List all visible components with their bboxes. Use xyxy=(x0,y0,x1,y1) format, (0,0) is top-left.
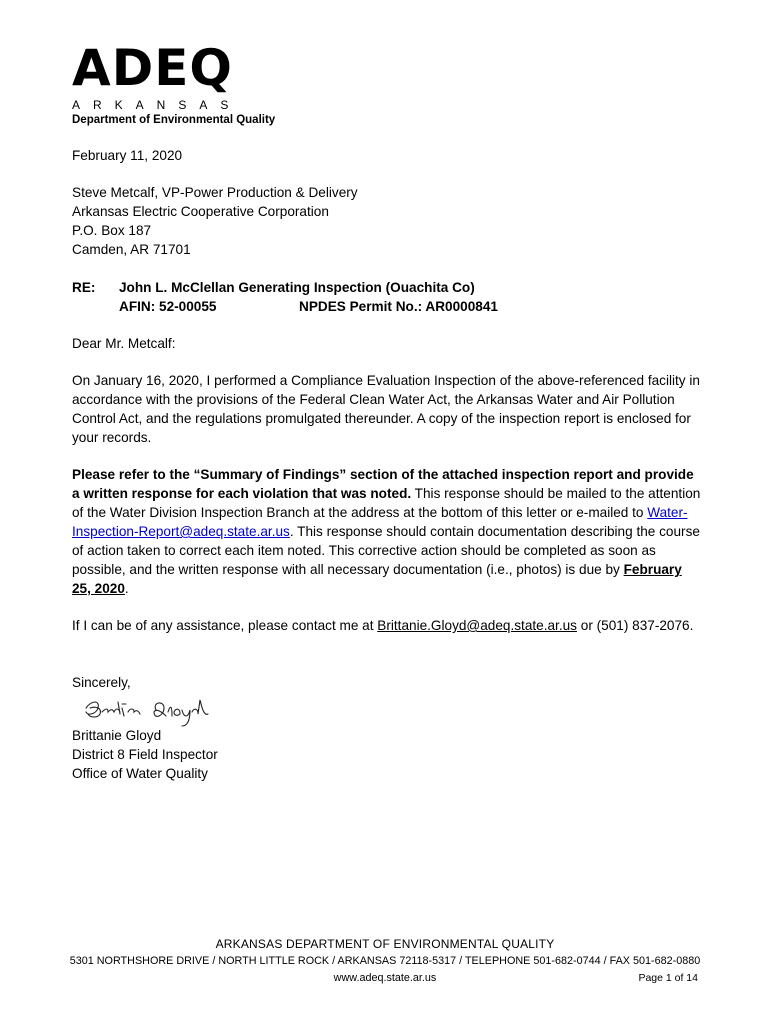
paragraph-text: . This response should contain documentation describing the course of action taken to correct each item noted. This corrective action should be completed as soon as possible, and the written response with all necessary documentation (i.e., photos) is due by xyxy=(72,524,700,577)
paragraph-inspection: On January 16, 2020, I performed a Compliance Evaluation Inspection of the above-referenced facility in accordance with the provisions of the Federal Clean Water Act, the Arkansas Water and Air Pollution Control Act, and the regulations promulgated thereunder. A copy of the inspection report is enclosed for your records. xyxy=(72,373,700,445)
logo-state: ARKANSAS xyxy=(72,98,242,112)
inspector-email-link[interactable]: Brittanie.Gloyd@adeq.state.ar.us xyxy=(377,618,577,633)
signer-title: District 8 Field Inspector xyxy=(72,747,218,762)
recipient-address xyxy=(72,183,702,259)
handwritten-signature xyxy=(82,694,222,728)
closing: Sincerely, xyxy=(72,675,131,690)
re-npdes: NPDES Permit No.: AR0000841 xyxy=(299,299,498,314)
inspection-report-email-link[interactable]: Water-Inspection-Report@adeq.state.ar.us xyxy=(72,505,688,539)
logo-department: Department of Environmental Quality xyxy=(72,114,276,126)
recipient-line: Steve Metcalf, VP-Power Production & Delivery xyxy=(72,185,358,200)
letter-date: February 11, 2020 xyxy=(72,148,183,163)
paragraph-contact xyxy=(72,616,702,635)
recipient-line: Arkansas Electric Cooperative Corporation xyxy=(72,204,329,219)
paragraph-response-request xyxy=(72,465,702,598)
salutation: Dear Mr. Metcalf: xyxy=(72,336,176,351)
due-date: February 25, 2020 xyxy=(72,562,682,596)
page-number: Page 1 of 14 xyxy=(638,972,698,984)
footer-address: 5301 NORTHSHORE DRIVE / NORTH LITTLE ROCK / ARKANSAS 72118-5317 / TELEPHONE 501-682-0744 / FAX 501-682-0880 xyxy=(69,955,701,967)
paragraph-text: or (501) 837-2076. xyxy=(576,618,694,633)
paragraph-text: This response should be mailed to the attention of the Water Division Inspection Branch at the address at the bottom of this letter or e-mailed to xyxy=(72,486,701,520)
signer-block xyxy=(72,726,702,783)
re-afin: AFIN: 52-00055 xyxy=(119,299,217,314)
paragraph-bold-intro: Please refer to the “Summary of Findings” section of the attached inspection report and provide a written response for each violation that was noted. xyxy=(72,467,694,501)
footer-website: www.adeq.state.ar.us xyxy=(333,972,437,984)
signer-office: Office of Water Quality xyxy=(72,766,208,781)
logo-wordmark: ADEQ xyxy=(72,39,233,97)
footer-agency: ARKANSAS DEPARTMENT OF ENVIRONMENTAL QUALITY xyxy=(215,937,555,951)
recipient-line: P.O. Box 187 xyxy=(72,223,152,238)
signer-name: Brittanie Gloyd xyxy=(72,728,162,743)
paragraph-text: . xyxy=(124,581,129,596)
re-label: RE: xyxy=(72,280,96,295)
recipient-line: Camden, AR 71701 xyxy=(72,242,191,257)
re-subject: John L. McClellan Generating Inspection (Ouachita Co) xyxy=(119,280,475,295)
adeq-logo xyxy=(72,40,292,127)
paragraph-text: If I can be of any assistance, please contact me at xyxy=(72,618,378,633)
